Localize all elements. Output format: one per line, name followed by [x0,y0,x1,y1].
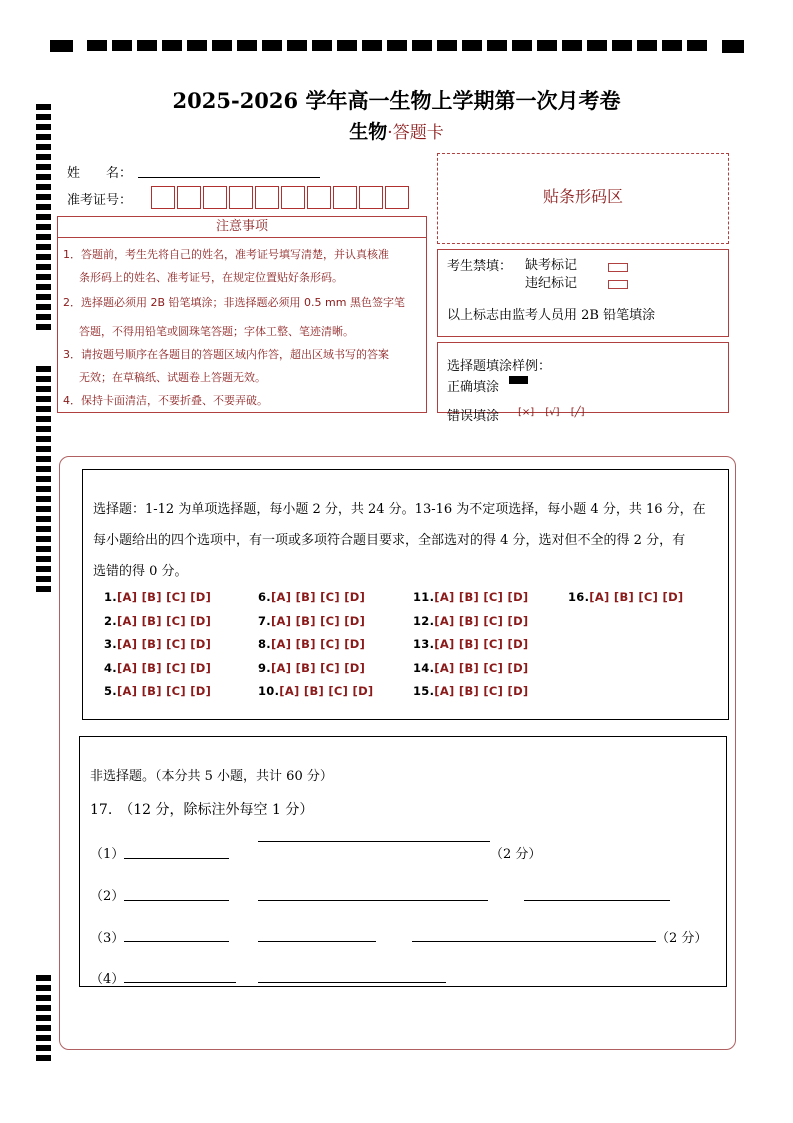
timing-mark [537,40,557,51]
exam-id-cell[interactable] [281,186,305,209]
fill-example-title: 选择题填涂样例： [447,359,552,374]
timing-mark [36,234,51,240]
answer-blank[interactable] [124,900,229,901]
question-number: 10. [258,684,280,698]
timing-mark [487,40,507,51]
timing-mark [337,40,357,51]
timing-mark [36,436,51,442]
choice-instruction-line: 每小题给出的四个选项中，有一项或多项符合题目要求，全部选对的得 4 分，选对但不全的得 2 分，有 [93,533,686,548]
page-subtitle [0,117,793,144]
timing-mark [36,294,51,300]
question-options[interactable]: [A] [B] [C] [D] [270,590,366,604]
question-number: 9. [258,661,271,675]
exam-id-cell[interactable] [203,186,227,209]
choice-section [82,469,729,720]
notice-title: 注意事项 [58,217,426,238]
answer-blank[interactable] [258,982,446,983]
question-9[interactable] [258,661,365,675]
forbidden-note: 以上标志由监考人员用 2B 铅笔填涂 [447,308,656,323]
timing-mark [637,40,657,51]
timing-mark [36,1015,51,1021]
timing-mark [587,40,607,51]
timing-mark [36,144,51,150]
timing-mark [36,556,51,562]
timing-mark [36,366,51,372]
timing-mark [36,1035,51,1041]
nonchoice-section [79,736,727,987]
timing-mark [36,456,51,462]
violation-mark-box[interactable] [608,280,628,289]
exam-id-cell[interactable] [177,186,201,209]
timing-mark [362,40,382,51]
timing-mark [36,985,51,991]
question-number: 2. [104,614,117,628]
timing-mark [36,1005,51,1011]
answer-blank[interactable] [258,841,490,842]
question-10[interactable] [258,684,374,698]
answer-blank[interactable] [258,941,376,942]
question-options[interactable]: [A] [B] [C] [D] [434,637,529,651]
timing-mark [36,376,51,382]
wrong-fill-marks [518,407,585,418]
exam-id-cell[interactable] [229,186,253,209]
question-8[interactable] [258,637,365,651]
timing-mark [36,154,51,160]
timing-mark [36,546,51,552]
timing-mark [36,1055,51,1061]
timing-mark [36,194,51,200]
timing-mark [36,506,51,512]
points-label: （2 分） [490,847,542,862]
timing-mark [36,466,51,472]
notice-list [58,238,426,412]
timing-mark [36,446,51,452]
question-7[interactable] [258,614,365,628]
exam-id-cell[interactable] [333,186,357,209]
timing-mark [36,416,51,422]
notice-item: 4．保持卡面清洁，不要折叠、不要弄破。 [63,394,268,407]
sub-question-4-label: （4） [90,972,125,987]
question-12[interactable] [413,614,529,628]
wrong-mark-check: [√] [545,407,560,418]
notice-item: 1．答题前，考生先将自己的姓名，准考证号填写清楚，并认真核准 [63,248,389,261]
question-number: 12. [413,614,435,628]
violation-mark-label: 违纪标记 [525,276,578,291]
question-options[interactable]: [A] [B] [C] [D] [116,614,212,628]
answer-blank[interactable] [524,900,670,901]
timing-mark [36,244,51,250]
question-number: 15. [413,684,435,698]
timing-mark [36,566,51,572]
question-options[interactable]: [A] [B] [C] [D] [116,684,212,698]
sub-question-3-label: （3） [90,931,125,946]
question-16[interactable] [568,590,684,604]
question-number: 3. [104,637,117,651]
question-options[interactable]: [A] [B] [C] [D] [270,661,366,675]
timing-mark [36,204,51,210]
timing-mark [612,40,632,51]
wrong-mark-slash: [╱] [570,407,585,418]
timing-mark [36,254,51,260]
timing-mark [36,164,51,170]
timing-mark [137,40,157,51]
answer-blank[interactable] [124,941,229,942]
timing-mark [112,40,132,51]
timing-mark [36,274,51,280]
forbidden-box [437,249,729,337]
question-options[interactable]: [A] [B] [C] [D] [270,637,366,651]
subject-label: 生物 [349,121,388,143]
question-number: 6. [258,590,271,604]
exam-id-cell[interactable] [385,186,409,209]
timing-mark [512,40,532,51]
wrong-mark-cross: [×] [518,407,535,418]
timing-mark [462,40,482,51]
timing-mark [36,496,51,502]
notice-item: 2．选择题必须用 2B 铅笔填涂；非选择题必须用 0.5 mm 黑色签字笔 [63,296,405,309]
timing-mark [36,536,51,542]
question-number: 1. [104,590,117,604]
timing-mark [687,40,707,51]
question-options[interactable]: [A] [B] [C] [D] [270,614,366,628]
question-options[interactable]: [A] [B] [C] [D] [434,661,529,675]
correct-fill-label: 正确填涂 [447,380,500,395]
timing-mark [722,40,744,53]
question-1[interactable] [104,590,211,604]
choice-instruction-line: 选择题：1-12 为单项选择题，每小题 2 分，共 24 分。13-16 为不定项选择，每小题 4 分，共 16 分，在 [93,502,706,517]
question-options[interactable]: [A] [B] [C] [D] [116,590,212,604]
timing-mark [437,40,457,51]
timing-mark [36,426,51,432]
question-number: 11. [413,590,435,604]
question-options[interactable]: [A] [B] [C] [D] [434,590,529,604]
notice-item: 无效；在草稿纸、试题卷上答题无效。 [79,371,266,384]
timing-mark [36,304,51,310]
timing-mark [36,576,51,582]
answer-blank[interactable] [124,982,236,983]
timing-mark [237,40,257,51]
question-13[interactable] [413,637,529,651]
answer-blank[interactable] [412,941,656,942]
timing-mark [36,526,51,532]
question-14[interactable] [413,661,529,675]
timing-mark [36,214,51,220]
timing-mark [36,1025,51,1031]
timing-mark [36,386,51,392]
timing-mark [412,40,432,51]
timing-mark [36,1045,51,1051]
question-3[interactable] [104,637,211,651]
question-options[interactable]: [A] [B] [C] [D] [589,590,684,604]
question-17-title: 17. （12 分，除标注外每空 1 分） [90,802,314,818]
answer-blank[interactable] [124,858,229,859]
question-4[interactable] [104,661,211,675]
timing-mark [36,324,51,330]
answer-card-label: ·答题卡 [387,123,444,143]
timing-mark [36,975,51,981]
timing-mark [562,40,582,51]
name-field[interactable] [138,177,320,178]
timing-mark [50,40,73,52]
question-6[interactable] [258,590,365,604]
absent-mark-label: 缺考标记 [525,258,578,273]
exam-id-cell[interactable] [307,186,331,209]
timing-mark [36,406,51,412]
exam-id-cell[interactable] [255,186,279,209]
question-options[interactable]: [A] [B] [C] [D] [434,684,529,698]
page-title: 2025-2026 学年高一生物上学期第一次月考卷 [172,88,621,113]
timing-mark [387,40,407,51]
barcode-label: 贴条形码区 [542,187,623,206]
timing-mark [287,40,307,51]
timing-mark [36,396,51,402]
timing-mark [36,995,51,1001]
points-label: （2 分） [656,931,708,946]
name-label: 姓 名： [67,166,133,181]
question-options[interactable]: [A] [B] [C] [D] [279,684,374,698]
question-5[interactable] [104,684,211,698]
question-number: 7. [258,614,271,628]
timing-mark [312,40,332,51]
notice-item: 条形码上的姓名、准考证号，在规定位置贴好条形码。 [79,271,343,284]
notice-item: 答题，不得用铅笔或圆珠笔答题；字体工整、笔迹清晰。 [79,325,354,338]
timing-mark [662,40,682,51]
sub-question-1-label: （1） [90,847,125,862]
answer-blank[interactable] [258,900,488,901]
question-number: 13. [413,637,435,651]
question-number: 8. [258,637,271,651]
correct-fill-mark [509,376,528,384]
timing-mark [36,264,51,270]
absent-mark-box[interactable] [608,263,628,272]
exam-id-label: 准考证号： [67,193,133,208]
timing-mark [36,174,51,180]
timing-mark [187,40,207,51]
timing-mark [262,40,282,51]
timing-mark [36,486,51,492]
timing-mark [162,40,182,51]
timing-mark [36,476,51,482]
timing-mark [36,184,51,190]
question-15[interactable] [413,684,529,698]
question-number: 16. [568,590,590,604]
timing-mark [36,586,51,592]
wrong-fill-label: 错误填涂 [447,409,500,424]
question-options[interactable]: [A] [B] [C] [D] [434,614,529,628]
sub-question-2-label: （2） [90,889,125,904]
timing-mark [87,40,107,51]
question-options[interactable]: [A] [B] [C] [D] [116,637,212,651]
nonchoice-title: 非选择题。（本分共 5 小题，共计 60 分） [90,769,333,784]
notice-box [57,216,427,413]
timing-mark [36,284,51,290]
timing-mark [36,516,51,522]
question-number: 14. [413,661,435,675]
question-2[interactable] [104,614,211,628]
barcode-area[interactable] [437,153,729,244]
exam-id-cell[interactable] [359,186,383,209]
question-11[interactable] [413,590,529,604]
timing-mark [36,314,51,320]
forbidden-label: 考生禁填： [447,259,513,274]
exam-id-cell[interactable] [151,186,175,209]
choice-instruction-line: 选错的得 0 分。 [93,564,188,579]
question-number: 4. [104,661,117,675]
question-number: 5. [104,684,117,698]
notice-item: 3．请按题号顺序在各题目的答题区域内作答，超出区域书写的答案 [63,348,389,361]
timing-mark [212,40,232,51]
question-options[interactable]: [A] [B] [C] [D] [116,661,212,675]
fill-example-box [437,342,729,424]
timing-mark [36,224,51,230]
